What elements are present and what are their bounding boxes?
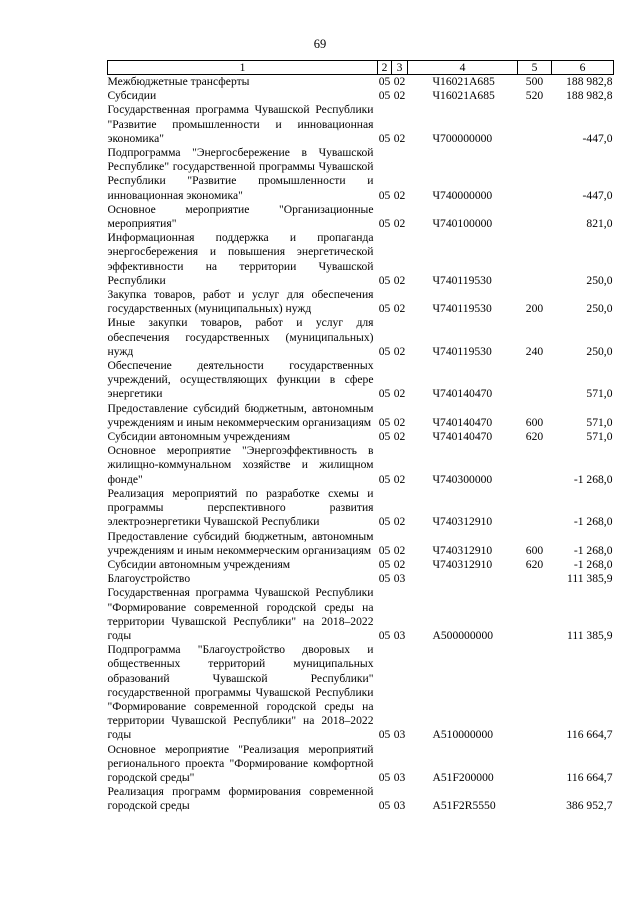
header-cell-name: 1 xyxy=(108,61,378,75)
row-section: 05 xyxy=(378,75,391,88)
row-amount: 250,0 xyxy=(586,273,613,287)
row-amount: 111 385,9 xyxy=(566,628,613,642)
row-target-article: Ч16021А685 xyxy=(432,89,495,103)
table-row xyxy=(108,785,614,813)
row-expense-type xyxy=(518,743,552,786)
row-subsection: 02 xyxy=(393,515,406,529)
table-row xyxy=(108,586,614,643)
row-section: 05 xyxy=(378,543,391,557)
row-expense-type xyxy=(518,359,552,402)
row-amount: 250,0 xyxy=(586,344,613,358)
table-row xyxy=(108,103,614,146)
row-subsection: 02 xyxy=(393,75,406,88)
table-row xyxy=(108,89,614,103)
row-amount: 116 664,7 xyxy=(566,728,613,742)
row-target-article: А51F200000 xyxy=(432,770,494,784)
row-name: Межбюджетные трансферты xyxy=(107,75,250,88)
row-subsection: 02 xyxy=(393,273,406,287)
row-amount: -447,0 xyxy=(582,188,613,202)
row-subsection: 03 xyxy=(393,628,406,642)
row-subsection: 02 xyxy=(393,430,406,444)
row-target-article: А51F2R5550 xyxy=(432,799,496,813)
row-target-article: Ч740119530 xyxy=(432,302,492,316)
row-target-article: Ч740000000 xyxy=(432,188,493,202)
row-section: 05 xyxy=(378,515,391,529)
row-amount: -1 268,0 xyxy=(573,515,613,529)
row-name: Государственная программа Чувашской Республики "Развитие промышленности и инновационная экономика" xyxy=(107,103,374,145)
row-subsection: 03 xyxy=(393,572,406,586)
row-expense-type: 500 xyxy=(525,75,544,88)
row-section: 05 xyxy=(378,472,391,486)
row-amount: -1 268,0 xyxy=(573,543,613,557)
row-section: 05 xyxy=(378,344,391,358)
row-expense-type xyxy=(518,146,552,203)
table-row xyxy=(108,643,614,742)
table-row xyxy=(108,146,614,203)
row-subsection: 02 xyxy=(393,543,406,557)
row-subsection: 02 xyxy=(393,89,406,103)
row-amount: -1 268,0 xyxy=(573,557,613,571)
row-target-article: Ч740312910 xyxy=(432,543,493,557)
row-name: Подпрограмма "Энергосбережение в Чувашской Республике" государственной программы Чувашской Республики "Развитие промышленности и инновационная экономика" xyxy=(107,146,374,202)
table-row xyxy=(108,487,614,530)
row-section: 05 xyxy=(378,89,391,103)
row-target-article: Ч740312910 xyxy=(432,557,493,571)
row-expense-type: 600 xyxy=(525,415,544,429)
table-row xyxy=(108,359,614,402)
row-target-article: А500000000 xyxy=(432,628,494,642)
header-cell-expense-type: 5 xyxy=(518,61,552,75)
row-amount: 571,0 xyxy=(586,415,613,429)
table-row xyxy=(108,231,614,288)
row-section: 05 xyxy=(378,557,391,571)
row-section: 05 xyxy=(378,188,391,202)
row-expense-type xyxy=(518,572,552,586)
row-expense-type xyxy=(518,203,552,231)
row-target-article: Ч740312910 xyxy=(432,515,493,529)
row-target-article: Ч700000000 xyxy=(432,131,493,145)
row-subsection: 02 xyxy=(393,472,406,486)
row-section: 05 xyxy=(378,628,391,642)
table-row xyxy=(108,316,614,359)
row-expense-type: 620 xyxy=(525,430,544,444)
row-name: Государственная программа Чувашской Республики "Формирование современной городской среды на территории Чувашской Республики" на 2018–2022 годы xyxy=(107,586,374,642)
row-target-article: Ч740140470 xyxy=(432,415,493,429)
header-cell-section: 2 xyxy=(378,61,392,75)
row-section: 05 xyxy=(378,799,391,813)
row-name: Основное мероприятие "Энергоэффективность в жилищно-коммунальном хозяйстве и жилищном фонде" xyxy=(107,444,374,486)
row-name: Благоустройство xyxy=(107,572,191,586)
row-name: Субсидии автономным учреждениям xyxy=(107,557,291,571)
row-section: 05 xyxy=(378,572,391,586)
row-expense-type: 620 xyxy=(525,557,544,571)
table-row xyxy=(108,288,614,316)
row-name: Субсидии автономным учреждениям xyxy=(107,430,291,444)
table-row xyxy=(108,558,614,572)
row-subsection: 02 xyxy=(393,344,406,358)
row-amount: -447,0 xyxy=(582,131,613,145)
row-subsection: 02 xyxy=(393,415,406,429)
row-expense-type: 240 xyxy=(525,344,544,358)
row-subsection: 02 xyxy=(393,131,406,145)
row-expense-type xyxy=(518,487,552,530)
row-target-article: Ч740119530 xyxy=(432,344,492,358)
header-cell-target-article: 4 xyxy=(408,61,518,75)
row-expense-type xyxy=(518,103,552,146)
row-target-article: А510000000 xyxy=(432,728,494,742)
row-section: 05 xyxy=(378,728,391,742)
row-amount: 821,0 xyxy=(586,217,613,231)
table-row xyxy=(108,572,614,586)
row-section: 05 xyxy=(378,273,391,287)
row-target-article: Ч740119530 xyxy=(432,273,492,287)
row-section: 05 xyxy=(378,302,391,316)
page-number: 69 xyxy=(313,37,327,51)
budget-table xyxy=(107,60,614,814)
row-amount: -1 268,0 xyxy=(573,472,613,486)
row-expense-type: 600 xyxy=(525,543,544,557)
row-section: 05 xyxy=(378,217,391,231)
row-name: Предоставление субсидий бюджетным, автономным учреждениям и иным некоммерческим организациям xyxy=(107,529,374,557)
row-name: Основное мероприятие "Организационные мероприятия" xyxy=(107,202,374,231)
row-amount: 571,0 xyxy=(586,387,613,401)
row-name: Информационная поддержка и пропаганда энергосбережения и повышения энергетической эффективности на территории Чувашской Республики xyxy=(107,231,374,287)
row-expense-type xyxy=(518,444,552,487)
table-row xyxy=(108,444,614,487)
row-section: 05 xyxy=(378,430,391,444)
row-expense-type xyxy=(518,231,552,288)
row-section: 05 xyxy=(378,131,391,145)
table-row xyxy=(108,430,614,444)
row-amount: 188 982,8 xyxy=(566,89,613,103)
row-subsection: 02 xyxy=(393,217,406,231)
table-row xyxy=(108,402,614,430)
row-target-article: Ч740140470 xyxy=(432,430,493,444)
row-subsection: 03 xyxy=(393,770,406,784)
row-name: Реализация мероприятий по разработке схемы и программы перспективного развития электроэнергетики Чувашской Республики xyxy=(107,486,374,529)
row-name: Основное мероприятие "Реализация мероприятий регионального проекта "Формирование комфортной городской среды" xyxy=(107,742,374,784)
row-name: Реализация программ формирования современной городской среды xyxy=(107,785,374,813)
row-amount: 116 664,7 xyxy=(566,770,613,784)
row-name: Обеспечение деятельности государственных учреждений, осуществляющих функции в сфере энергетики xyxy=(107,359,374,401)
row-name: Иные закупки товаров, работ и услуг для обеспечения государственных (муниципальных) нужд xyxy=(107,316,374,358)
table-header-row xyxy=(108,61,614,75)
row-amount: 188 982,8 xyxy=(566,75,613,88)
row-subsection: 02 xyxy=(393,302,406,316)
row-expense-type xyxy=(518,785,552,813)
row-section: 05 xyxy=(378,387,391,401)
header-cell-subsection: 3 xyxy=(392,61,408,75)
row-subsection: 02 xyxy=(393,387,406,401)
table-row xyxy=(108,203,614,231)
row-expense-type: 520 xyxy=(525,89,544,103)
table-row xyxy=(108,530,614,558)
row-amount: 571,0 xyxy=(586,430,613,444)
row-amount: 250,0 xyxy=(586,302,613,316)
header-cell-amount: 6 xyxy=(552,61,614,75)
table-row xyxy=(108,743,614,786)
row-amount: 386 952,7 xyxy=(566,799,613,813)
row-subsection: 02 xyxy=(393,188,406,202)
row-amount: 111 385,9 xyxy=(566,572,613,586)
row-subsection: 03 xyxy=(393,799,406,813)
row-expense-type xyxy=(518,586,552,643)
row-subsection: 03 xyxy=(393,728,406,742)
row-section: 05 xyxy=(378,415,391,429)
row-expense-type xyxy=(518,643,552,742)
table-row xyxy=(108,75,614,90)
row-name: Подпрограмма "Благоустройство дворовых и общественных территорий муниципальных образований Чувашской Республики" государственной программы Чувашской Республики "Формирование современной городской среды на территории Чувашской Республики" на 2018–2022 годы xyxy=(107,643,374,742)
row-name: Предоставление субсидий бюджетным, автономным учреждениям и иным некоммерческим организациям xyxy=(107,401,374,429)
row-name: Субсидии xyxy=(107,89,157,103)
row-target-article: Ч16021А685 xyxy=(432,75,495,88)
row-expense-type: 200 xyxy=(525,302,544,316)
row-name: Закупка товаров, работ и услуг для обеспечения государственных (муниципальных) нужд xyxy=(107,288,374,316)
table-body xyxy=(108,75,614,814)
row-section: 05 xyxy=(378,770,391,784)
row-target-article xyxy=(408,572,518,586)
row-subsection: 02 xyxy=(393,557,406,571)
row-target-article: Ч740300000 xyxy=(432,472,493,486)
row-target-article: Ч740100000 xyxy=(432,217,493,231)
row-target-article: Ч740140470 xyxy=(432,387,493,401)
